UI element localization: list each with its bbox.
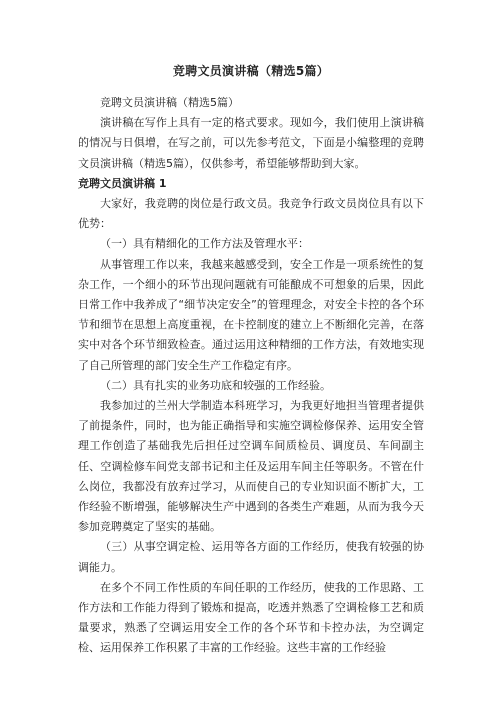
body-paragraph: 我参加过的兰州大学制造本科班学习，为我更好地担当管理者提供了前提条件，同时，也为能正确指导和实施空调检修保养、运用安全管理工作创造了基础我先后担任过空调车间质检员、调度员、车间副主任、空调检修车间党支部书记和主任及运用车间主任等职务。不管在什么岗位，我都没有放弃过学习，从而使自己的专业知识面不断扩大，工作经验不断增强，能够解决生产中遇到的各类生产难题，从而为我今天参加竞聘奠定了坚实的基础。 bbox=[78, 399, 424, 534]
subtitle-line: 竞聘文员演讲稿（精选5篇） bbox=[100, 96, 239, 109]
body-paragraph: 从事管理工作以来，我越来越感受到，安全工作是一项系统性的复杂工作，一个细小的环节出现问题就有可能酿成不可想象的后果，因此日常工作中我养成了“细节决定安全”的管理理念，对安全卡控的各个环节和细节在思想上高度重视，在卡控制度的建立上不断细化完善，在落实中对各个环节细致检查。通过运用这种精细的工作方法，有效地实现了自己所管理的部门安全生产工作稳定有序。 bbox=[78, 257, 424, 372]
body-paragraph: 在多个不同工作性质的车间任职的工作经历，使我的工作思路、工作方法和工作能力得到了锻炼和提高，吃透并熟悉了空调检修工艺和质量要求，熟悉了空调运用安全工作的各个环节和卡控办法，为空调定检、运用保养工作积累了丰富的工作经验。这些丰富的工作经验 bbox=[78, 580, 424, 655]
section-heading: 竞聘文员演讲稿 1 bbox=[78, 176, 167, 190]
body-paragraph: 大家好，我竞聘的岗位是行政文员。我竞争行政文员岗位具有以下优势： bbox=[78, 197, 424, 231]
subheading-paragraph: （二）具有扎实的业务功底和较强的工作经验。 bbox=[100, 378, 331, 392]
subheading-paragraph: （一）具有精细化的工作方法及管理水平： bbox=[100, 237, 309, 251]
subheading-paragraph: （三）从事空调定检、运用等各方面的工作经历，使我有较强的协调能力。 bbox=[78, 540, 424, 574]
document-title: 竞聘文员演讲稿（精选5篇） bbox=[172, 64, 330, 78]
intro-paragraph: 演讲稿在写作上具有一定的格式要求。现如今，我们使用上演讲稿的情况与日俱增，在写之前，可以先参考范文，下面是小编整理的竞聘文员演讲稿（精选5篇），仅供参考，希望能够帮助到大家。 bbox=[78, 116, 424, 170]
